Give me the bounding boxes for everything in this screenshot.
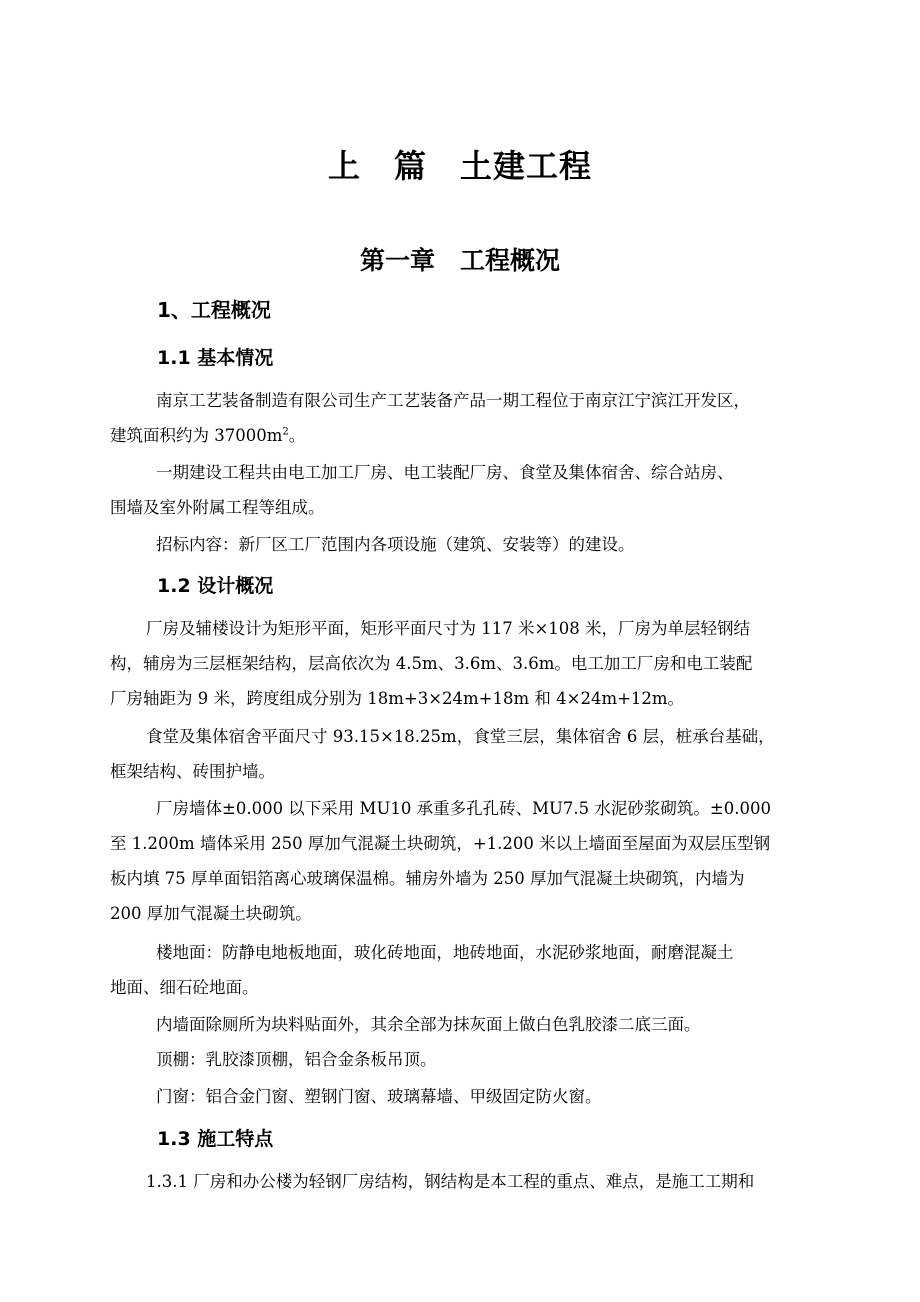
text-fragment: 建筑面积约为 37000m: [110, 426, 283, 445]
text-line: 食堂及集体宿舍平面尺寸 93.15×18.25m，食堂三层，集体宿舍 6 层，桩承台基础，: [146, 727, 775, 746]
text-line: 厂房及辅楼设计为矩形平面，矩形平面尺寸为 117 米×108 米，厂房为单层轻钢结: [146, 619, 751, 638]
paragraph-design-canteen: [110, 719, 810, 789]
text-line: 顶棚：乳胶漆顶棚，铝合金条板吊顶。: [156, 1050, 437, 1069]
section-heading-1-2: 1.2 设计概况: [157, 575, 274, 597]
text-line: 厂房墙体±0.000 以下采用 MU10 承重多孔孔砖、MU7.5 水泥砂浆砌筑。±0.000: [156, 799, 771, 818]
paragraph-design-doors-windows: [110, 1079, 810, 1114]
text-line: [110, 418, 810, 453]
text-line: 板内填 75 厚单面铝箔离心玻璃保温棉。辅房外墙为 250 厚加气混凝土块砌筑，内墙为: [110, 869, 745, 888]
text-line: 至 1.200m 墙体采用 250 厚加气混凝土块砌筑，+1.200 米以上墙面至屋面为双层压型钢: [110, 834, 771, 853]
paragraph-design-walls: [110, 791, 810, 931]
text-line: 楼地面：防静电地板地面，玻化砖地面，地砖地面，水泥砂浆地面，耐磨混凝土: [156, 943, 734, 962]
text-line: 地面、细石砼地面。: [110, 978, 259, 997]
text-line: 厂房轴距为 9 米，跨度组成分别为 18m+3×24m+18m 和 4×24m+12m。: [110, 689, 685, 708]
text-line: 内墙面除厕所为块料贴面外，其余全部为抹灰面上做白色乳胶漆二底三面。: [156, 1015, 701, 1034]
section-heading-1-1: 1.1 基本情况: [157, 347, 274, 369]
paragraph-design-ceiling: [110, 1042, 810, 1077]
section-heading-1: 1、工程概况: [157, 298, 271, 322]
paragraph-basic-info-location: [110, 383, 810, 453]
paragraph-design-interior-walls: [110, 1007, 810, 1042]
chapter-title: 第一章 工程概况: [359, 246, 560, 275]
paragraph-design-floors: [110, 935, 810, 1005]
paragraph-bid-content: [110, 527, 810, 562]
section-heading-1-3: 1.3 施工特点: [157, 1128, 274, 1150]
text-line: 1.3.1 厂房和办公楼为轻钢厂房结构，钢结构是本工程的重点、难点，是施工工期和: [146, 1172, 755, 1191]
paragraph-basic-info-composition: [110, 455, 810, 525]
text-line: 200 厚加气混凝土块砌筑。: [110, 904, 312, 923]
text-line: 南京工艺装备制造有限公司生产工艺装备产品一期工程位于南京江宁滨江开发区，: [156, 391, 750, 410]
text-line: 门窗：铝合金门窗、塑钢门窗、玻璃幕墙、甲级固定防火窗。: [156, 1087, 602, 1106]
paragraph-construction-features: [110, 1164, 810, 1199]
text-line: 围墙及室外附属工程等组成。: [110, 498, 325, 517]
superscript: 2: [282, 426, 289, 438]
text-line: 招标内容：新厂区工厂范围内各项设施（建筑、安装等）的建设。: [156, 535, 635, 554]
text-fragment: 。: [288, 426, 306, 445]
text-line: 构，辅房为三层框架结构，层高依次为 4.5m、3.6m、3.6m。电工加工厂房和电工装配: [110, 654, 753, 673]
paragraph-design-plant: [110, 611, 810, 716]
text-line: 一期建设工程共由电工加工厂房、电工装配厂房、食堂及集体宿舍、综合站房、: [156, 463, 734, 482]
text-line: 框架结构、砖围护墙。: [110, 762, 275, 781]
part-title: 上 篇 土建工程: [327, 147, 592, 185]
